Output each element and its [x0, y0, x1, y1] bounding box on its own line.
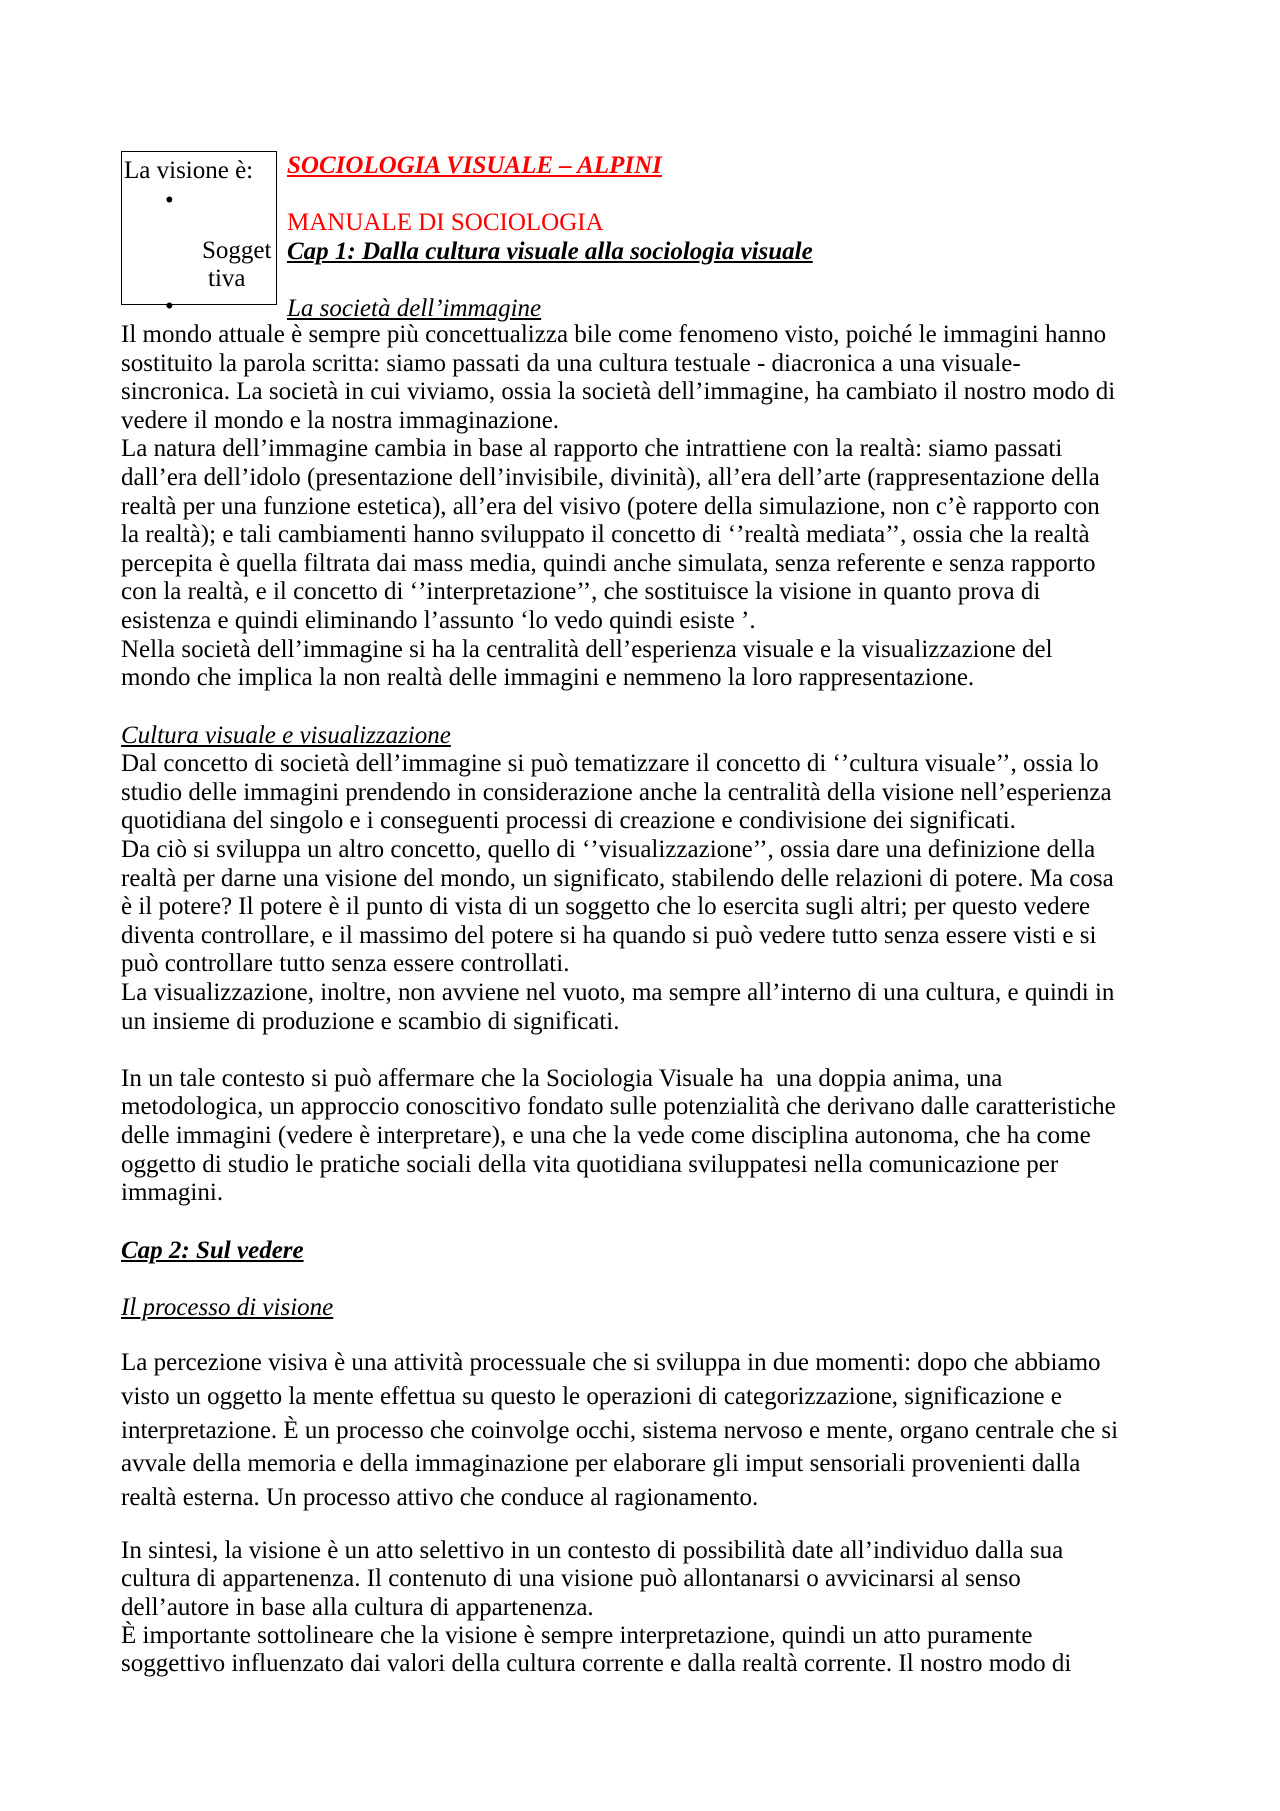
- paragraph-line: soggettivo influenzato dai valori della cultura corrente e dalla realtà corrente. Il nostro modo di: [121, 1650, 1072, 1678]
- paragraph-line: realtà per darne una visione del mondo, un significato, stabilendo delle relazioni di potere. Ma cosa: [121, 864, 1114, 892]
- paragraph-line: con la realtà, e il concetto di ‘’interpretazione’’, che sostituisce la visione in quanto prova di: [121, 578, 1041, 606]
- paragraph-line: percepita è quella filtrata dai mass media, quindi anche simulata, senza referente e senza rapporto: [121, 549, 1096, 577]
- paragraph-line: avvale della memoria e della immaginazione per elaborare gli imput sensoriali provenienti dalla: [121, 1450, 1081, 1478]
- paragraph-line: cultura di appartenenza. Il contenuto di una visione può allontanarsi o avvicinarsi al senso: [121, 1565, 1021, 1593]
- bullet-icon: •: [165, 293, 174, 320]
- paragraph-line: visto un oggetto la mente effettua su questo le operazioni di categorizzazione, significazione e: [121, 1382, 1062, 1410]
- paragraph-line: diventa controllare, e il massimo del potere si ha quando si può vedere tutto senza essere visti e si: [121, 921, 1097, 949]
- paragraph-line: Dal concetto di società dell’immagine si può tematizzare il concetto di ‘’cultura visuale’’, ossia lo: [121, 750, 1099, 778]
- paragraph: [121, 1622, 1071, 1679]
- paragraph-line: quotidiana del singolo e i conseguenti processi di creazione e condivisione dei significati.: [121, 807, 1016, 835]
- paragraph-line: La visualizzazione, inoltre, non avviene nel vuoto, ma sempre all’interno di una cultura, e quindi in: [121, 979, 1115, 1007]
- paragraph-line: È importante sottolineare che la visione è sempre interpretazione, quindi un atto puramente: [121, 1621, 1033, 1649]
- paragraph: [121, 979, 1116, 1036]
- paragraph-line: un insieme di produzione e scambio di significati.: [121, 1007, 620, 1035]
- bullet-icon: •: [165, 187, 174, 214]
- section-heading: Il processo di visione: [121, 1293, 334, 1321]
- paragraph-line: Da ciò si sviluppa un altro concetto, quello di ‘’visualizzazione’’, ossia dare una definizione della: [121, 835, 1096, 863]
- paragraph-line: dall’era dell’idolo (presentazione dell’invisibile, divinità), all’era dell’arte (rappresentazione della: [121, 464, 1100, 492]
- paragraph-line: vedere il mondo e la nostra immaginazione.: [121, 406, 560, 434]
- paragraph-line: studio delle immagini prendendo in considerazione anche la centralità della visione nell’esperienza: [121, 778, 1112, 806]
- frame-item-line: Sogget: [202, 237, 272, 264]
- document-body: [121, 321, 1116, 1322]
- section-heading: La società dell’immagine: [287, 295, 542, 323]
- paragraph-line: immagini.: [121, 1179, 224, 1207]
- paragraph-line: può controllare tutto senza essere controllati.: [121, 950, 570, 978]
- document-subtitle: MANUALE DI SOCIOLOGIA: [287, 209, 604, 237]
- document-title: SOCIOLOGIA VISUALE – ALPINI: [287, 152, 662, 179]
- paragraph-line: La natura dell’immagine cambia in base al rapporto che intrattiene con la realtà: siamo passati: [121, 435, 1063, 463]
- paragraph-line: realtà per una funzione estetica), all’era del visivo (potere della simulazione, non c’è rapporto con: [121, 492, 1100, 520]
- document-body-end: [121, 1537, 1071, 1678]
- frame-item-line: tiva: [208, 265, 246, 292]
- paragraph-line: Il mondo attuale è sempre più concettualizza bile come fenomeno visto, poiché le immagini hanno: [121, 321, 1107, 348]
- paragraph-line: dell’autore in base alla cultura di appartenenza.: [121, 1593, 594, 1621]
- paragraph-line: In un tale contesto si può affermare che la Sociologia Visuale ha una doppia anima, una: [121, 1064, 1003, 1092]
- paragraph: [121, 836, 1116, 979]
- paragraph-line: la realtà); e tali cambiamenti hanno sviluppato il concetto di ‘’realtà mediata’’, ossia che la realtà: [121, 521, 1090, 549]
- paragraph-line: In sintesi, la visione è un atto selettivo in un contesto di possibilità date all’individuo dalla sua: [121, 1537, 1064, 1564]
- paragraph-line: Nella società dell’immagine si ha la centralità dell’esperienza visuale e la visualizzazione del: [121, 635, 1053, 663]
- paragraph: [121, 1346, 1118, 1515]
- paragraph-line: interpretazione. È un processo che coinvolge occhi, sistema nervoso e mente, organo centrale che si: [121, 1416, 1119, 1444]
- paragraph-line: sostituito la parola scritta: siamo passati da una cultura testuale - diacronica a una visuale-: [121, 349, 1021, 377]
- paragraph-line: realtà esterna. Un processo attivo che conduce al ragionamento.: [121, 1484, 759, 1511]
- document-header: [287, 152, 813, 324]
- paragraph-line: è il potere? Il potere è il punto di vista di un soggetto che lo esercita sugli altri; per questo vedere: [121, 893, 1091, 921]
- paragraph-line: mondo che implica la non realtà delle immagini e nemmeno la loro rappresentazione.: [121, 664, 975, 692]
- paragraph-line: La percezione visiva è una attività processuale che si sviluppa in due momenti: dopo che abbiamo: [121, 1349, 1101, 1376]
- paragraph-line: esistenza e quindi eliminando l’assunto ‘lo vedo quindi esiste ’.: [121, 607, 756, 635]
- paragraph: [121, 321, 1116, 435]
- chapter-heading: Cap 1: Dalla cultura visuale alla sociologia visuale: [287, 237, 813, 265]
- paragraph: [121, 1537, 1071, 1622]
- paragraph-line: metodologica, un approccio conoscitivo fondato sulle potenzialità che derivano dalle caratteristiche: [121, 1093, 1116, 1121]
- paragraph: [121, 435, 1116, 635]
- side-text-frame: [121, 151, 277, 320]
- section-heading: Cultura visuale e visualizzazione: [121, 721, 451, 749]
- frame-label: La visione è:: [124, 157, 254, 184]
- paragraph: [121, 1065, 1116, 1208]
- chapter-heading: Cap 2: Sul vedere: [121, 1236, 304, 1264]
- paragraph-line: oggetto di studio le pratiche sociali della vita quotidiana sviluppatesi nella comunicazione per: [121, 1150, 1059, 1178]
- paragraph-line: delle immagini (vedere è interpretare), e una che la vede come disciplina autonoma, che ha come: [121, 1122, 1091, 1150]
- paragraph: [121, 636, 1116, 693]
- paragraph-line: sincronica. La società in cui viviamo, ossia la società dell’immagine, ha cambiato il nostro modo di: [121, 378, 1116, 406]
- paragraph: [121, 750, 1116, 836]
